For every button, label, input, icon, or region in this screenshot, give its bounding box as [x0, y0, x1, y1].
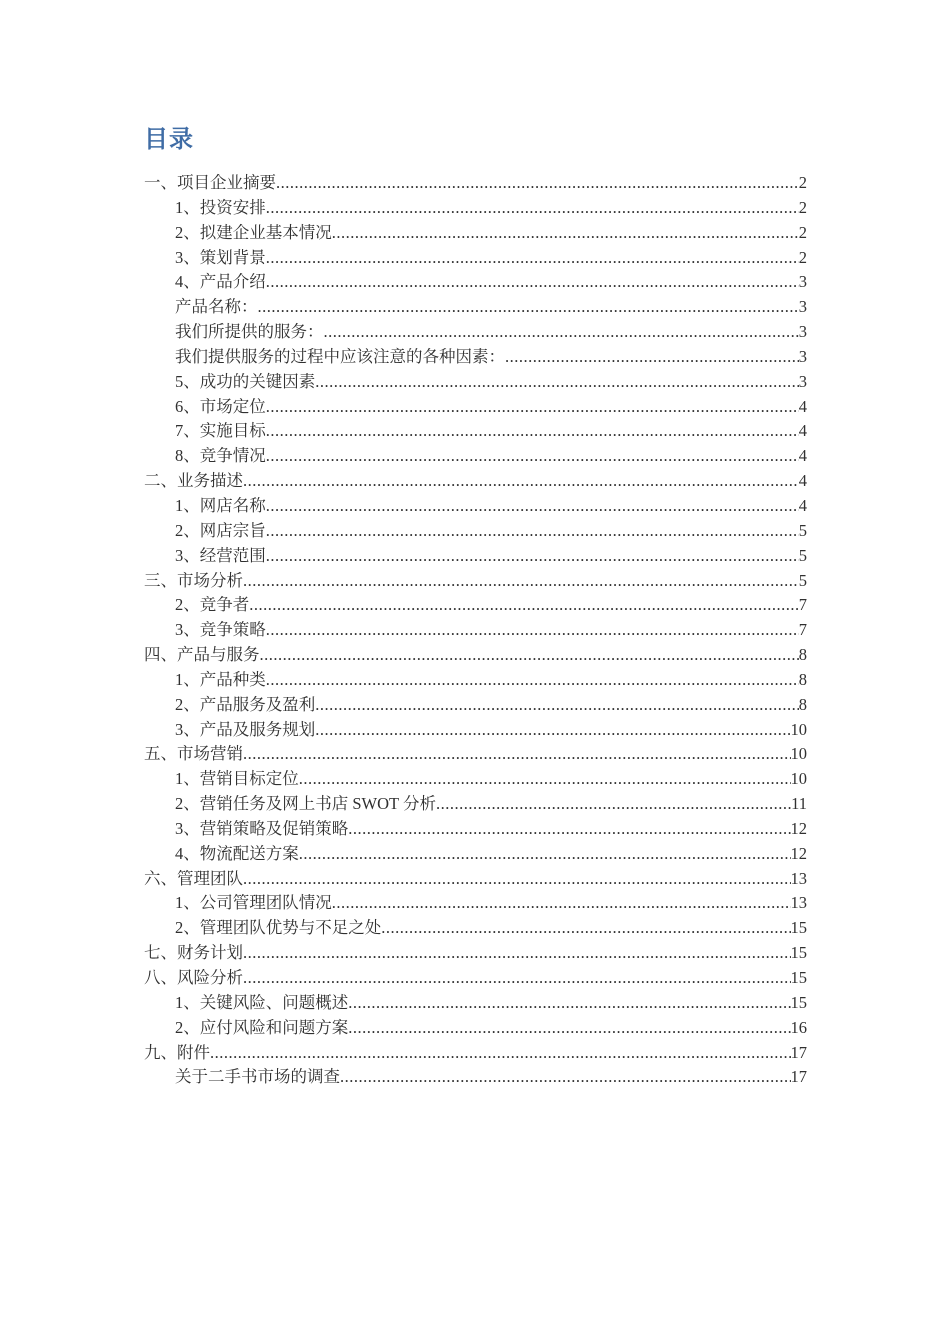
toc-leader-dots: [299, 842, 791, 867]
toc-entry[interactable]: [144, 569, 807, 594]
toc-entry-label: 1、公司管理团队情况: [175, 893, 332, 913]
toc-leader-dots: [243, 867, 791, 892]
toc-entry-page: 2: [798, 247, 807, 267]
toc-entry[interactable]: [144, 891, 807, 916]
toc-entry-page: 13: [790, 893, 807, 913]
toc-entry-page: 11: [791, 794, 807, 814]
toc-entry-page: 15: [790, 918, 807, 938]
toc-entry-label: 8、竞争情况: [175, 446, 266, 466]
toc-leader-dots: [266, 519, 799, 544]
toc-entry[interactable]: [144, 246, 807, 271]
toc-entry-page: 3: [798, 346, 807, 366]
toc-entry[interactable]: [144, 767, 807, 792]
toc-leader-dots: [266, 419, 799, 444]
toc-entry-page: 8: [798, 694, 807, 714]
toc-leader-dots: [266, 444, 799, 469]
toc-entry-label: 我们所提供的服务：: [175, 322, 324, 342]
toc-entry-label: 1、网店名称: [175, 495, 266, 515]
toc-entry-label: 2、产品服务及盈利: [175, 694, 316, 714]
toc-entry-label: 2、竞争者: [175, 595, 250, 615]
toc-leader-dots: [348, 817, 790, 842]
toc-leader-dots: [243, 941, 791, 966]
toc-entry-page: 12: [790, 843, 807, 863]
toc-entry[interactable]: [144, 1065, 807, 1090]
toc-entry-label: 3、产品及服务规划: [175, 719, 316, 739]
toc-entry-label: 七、财务计划: [144, 943, 243, 963]
toc-entry-page: 10: [790, 719, 807, 739]
toc-entry-label: 三、市场分析: [144, 570, 243, 590]
toc-entry-page: 3: [798, 272, 807, 292]
toc-entry[interactable]: [144, 718, 807, 743]
toc-entry[interactable]: [144, 345, 807, 370]
toc-entry-page: 8: [798, 645, 807, 665]
toc-entry-label: 五、市场营销: [144, 744, 243, 764]
toc-entry[interactable]: [144, 419, 807, 444]
toc-entry[interactable]: [144, 693, 807, 718]
toc-entry-page: 15: [790, 968, 807, 987]
toc-entry-label: 一、项目企业摘要: [144, 173, 276, 192]
toc-entry-page: 5: [798, 520, 807, 540]
toc-entry-label: 2、管理团队优势与不足之处: [175, 918, 382, 938]
toc-entry[interactable]: [144, 941, 807, 966]
toc-entry-page: 12: [790, 818, 807, 838]
toc-entry[interactable]: [144, 295, 807, 320]
toc-title: 目录: [144, 126, 194, 153]
toc-entry-page: 5: [798, 545, 807, 565]
toc-entry-page: 2: [798, 197, 807, 217]
toc-leader-dots: [243, 469, 799, 494]
toc-entry-page: 4: [798, 421, 807, 441]
toc-entry-page: 17: [790, 1067, 807, 1087]
toc-entry[interactable]: [144, 370, 807, 395]
toc-entry-page: 4: [798, 495, 807, 515]
toc-entry-page: 8: [798, 669, 807, 689]
toc-leader-dots: [243, 966, 791, 991]
toc-entry[interactable]: [144, 444, 807, 469]
toc-entry-page: 10: [790, 744, 807, 764]
toc-leader-dots: [276, 171, 799, 196]
toc-leader-dots: [299, 767, 791, 792]
toc-entry-page: 13: [790, 868, 807, 888]
toc-entry-label: 6、市场定位: [175, 396, 266, 416]
toc-entry-page: 16: [790, 1017, 807, 1037]
toc-entry-label: 1、关键风险、问题概述: [175, 992, 349, 1012]
toc-entry-label: 7、实施目标: [175, 421, 266, 441]
toc-entry-label: 二、业务描述: [144, 471, 243, 491]
toc-leader-dots: [348, 1016, 790, 1041]
toc-leader-dots: [258, 295, 799, 320]
toc-entry-label: 关于二手书市场的调查: [175, 1067, 340, 1087]
toc-entry[interactable]: [144, 469, 807, 494]
toc-entry-label: 3、营销策略及促销策略: [175, 818, 349, 838]
toc-leader-dots: [332, 891, 791, 916]
toc-leader-dots: [266, 494, 799, 519]
toc-entry[interactable]: [144, 320, 807, 345]
toc-entry[interactable]: [144, 668, 807, 693]
toc-entry-label: 3、竞争策略: [175, 620, 266, 640]
toc-entry[interactable]: [144, 817, 807, 842]
toc-list: [144, 171, 807, 1090]
toc-entry-label: 3、经营范围: [175, 545, 266, 565]
toc-entry-page: 5: [798, 570, 807, 590]
toc-entry-label: 产品名称：: [175, 297, 258, 317]
toc-entry-label: 5、成功的关键因素: [175, 371, 316, 391]
toc-entry-label: 我们提供服务的过程中应该注意的各种因素：: [175, 346, 505, 366]
toc-entry-label: 八、风险分析: [144, 968, 243, 987]
toc-entry-page: 2: [798, 173, 807, 192]
toc-entry-label: 2、网店宗旨: [175, 520, 266, 540]
toc-entry-page: 4: [798, 396, 807, 416]
toc-leader-dots: [332, 221, 799, 246]
toc-leader-dots: [260, 643, 799, 668]
toc-entry[interactable]: [144, 867, 807, 892]
toc-leader-dots: [348, 991, 790, 1016]
toc-entry-label: 3、策划背景: [175, 247, 266, 267]
toc-leader-dots: [381, 916, 790, 941]
toc-entry-label: 九、附件: [144, 1042, 210, 1062]
toc-leader-dots: [266, 196, 799, 221]
toc-leader-dots: [505, 345, 799, 370]
toc-leader-dots: [249, 593, 799, 618]
toc-entry[interactable]: [144, 1041, 807, 1066]
toc-entry[interactable]: [144, 221, 807, 246]
toc-entry-page: 2: [798, 222, 807, 242]
toc-entry-label: 4、产品介绍: [175, 272, 266, 292]
toc-entry[interactable]: [144, 494, 807, 519]
toc-entry-label: 4、物流配送方案: [175, 843, 299, 863]
toc-leader-dots: [266, 618, 799, 643]
toc-entry[interactable]: [144, 991, 807, 1016]
toc-entry-label: 1、营销目标定位: [175, 769, 299, 789]
toc-entry[interactable]: [144, 792, 807, 817]
toc-entry-label: 2、拟建企业基本情况: [175, 222, 332, 242]
toc-entry-page: 4: [798, 471, 807, 491]
toc-leader-dots: [266, 668, 799, 693]
toc-entry-label: 2、应付风险和问题方案: [175, 1017, 349, 1037]
toc-leader-dots: [324, 320, 799, 345]
toc-leader-dots: [266, 270, 799, 295]
toc-entry-page: 15: [790, 943, 807, 963]
toc-entry[interactable]: [144, 171, 807, 196]
toc-entry-label: 1、产品种类: [175, 669, 266, 689]
toc-entry-page: 3: [798, 371, 807, 391]
toc-entry[interactable]: [144, 916, 807, 941]
toc-entry-page: 15: [790, 992, 807, 1012]
toc-entry[interactable]: [144, 618, 807, 643]
toc-leader-dots: [210, 1041, 791, 1066]
toc-leader-dots: [266, 544, 799, 569]
toc-entry[interactable]: [144, 544, 807, 569]
toc-entry[interactable]: [144, 966, 807, 991]
toc-entry[interactable]: [144, 270, 807, 295]
toc-entry-page: 10: [790, 769, 807, 789]
toc-entry[interactable]: [144, 395, 807, 420]
toc-entry[interactable]: [144, 842, 807, 867]
toc-leader-dots: [315, 693, 799, 718]
toc-entry[interactable]: [144, 196, 807, 221]
toc-leader-dots: [243, 569, 799, 594]
toc-leader-dots: [266, 246, 799, 271]
toc-entry-page: 17: [790, 1042, 807, 1062]
toc-entry-label: 1、投资安排: [175, 197, 266, 217]
toc-entry-page: 4: [798, 446, 807, 466]
toc-entry-page: 7: [798, 595, 807, 615]
toc-entry-page: 3: [798, 297, 807, 317]
toc-leader-dots: [315, 370, 799, 395]
toc-leader-dots: [436, 792, 791, 817]
toc-entry-label: 六、管理团队: [144, 868, 243, 888]
toc-leader-dots: [340, 1065, 791, 1090]
toc-entry-label: 2、营销任务及网上书店 SWOT 分析: [175, 794, 436, 814]
toc-entry[interactable]: [144, 519, 807, 544]
toc-leader-dots: [243, 742, 791, 767]
toc-entry-label: 四、产品与服务: [144, 645, 260, 665]
toc-leader-dots: [266, 395, 799, 420]
toc-entry[interactable]: [144, 742, 807, 767]
toc-entry-page: 7: [798, 620, 807, 640]
toc-entry[interactable]: [144, 643, 807, 668]
toc-entry[interactable]: [144, 593, 807, 618]
toc-entry-page: 3: [798, 322, 807, 342]
toc-entry[interactable]: [144, 1016, 807, 1041]
toc-leader-dots: [315, 718, 790, 743]
